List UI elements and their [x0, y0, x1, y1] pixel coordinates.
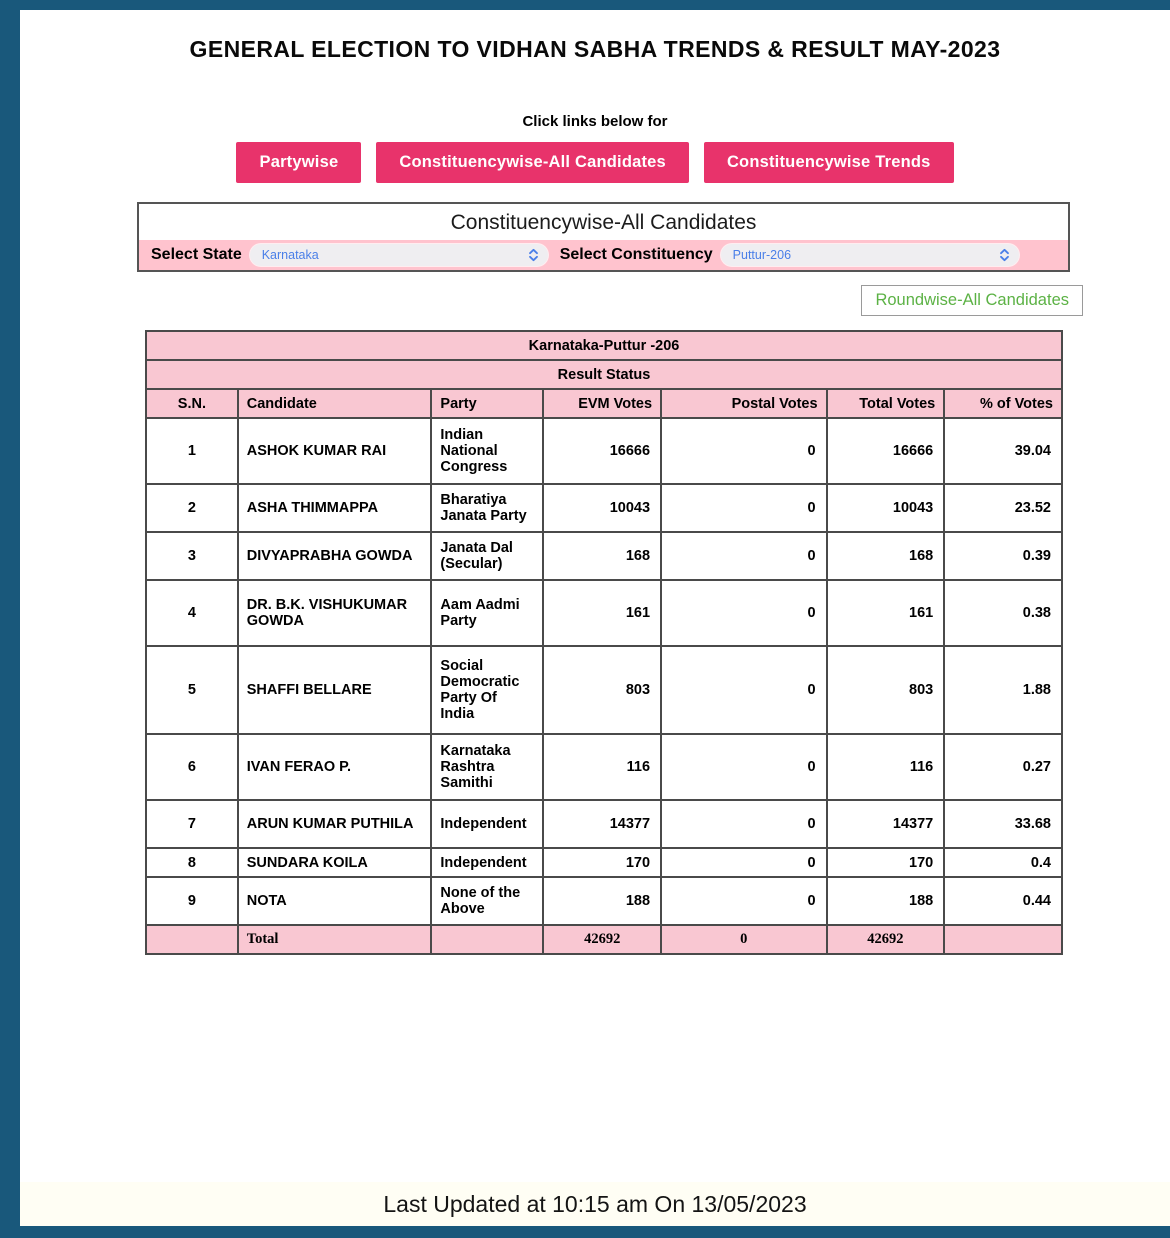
- cell-evm-votes: 803: [543, 646, 661, 734]
- header-postal-votes: Postal Votes: [661, 389, 826, 418]
- header-party: Party: [431, 389, 543, 418]
- candidate-row: [146, 484, 1062, 532]
- cell-party: Social Democratic Party Of India: [431, 646, 543, 734]
- cell-sn: 4: [146, 580, 238, 646]
- select-chevrons-icon: [999, 248, 1010, 262]
- cell-party: Karnataka Rashtra Samithi: [431, 734, 543, 800]
- cell-pct-votes: 23.52: [944, 484, 1062, 532]
- header-sn: S.N.: [146, 389, 238, 418]
- cell-candidate: ASHA THIMMAPPA: [238, 484, 432, 532]
- constituency-select[interactable]: [721, 244, 1019, 266]
- cell-evm-votes: 188: [543, 877, 661, 925]
- header-candidate: Candidate: [238, 389, 432, 418]
- cell-candidate: IVAN FERAO P.: [238, 734, 432, 800]
- cell-candidate: SUNDARA KOILA: [238, 848, 432, 877]
- candidate-row: [146, 532, 1062, 580]
- cell-evm-votes: 170: [543, 848, 661, 877]
- cell-candidate: DR. B.K. VISHUKUMAR GOWDA: [238, 580, 432, 646]
- select-state-label: Select State: [151, 246, 242, 263]
- last-updated-text: Last Updated at 10:15 am On 13/05/2023: [20, 1182, 1170, 1226]
- cell-sn: 3: [146, 532, 238, 580]
- state-select-value: Karnataka: [261, 248, 319, 262]
- candidate-row: [146, 877, 1062, 925]
- cell-evm-votes: 16666: [543, 418, 661, 484]
- candidate-row: [146, 800, 1062, 848]
- cell-party: Bharatiya Janata Party: [431, 484, 543, 532]
- candidate-row: [146, 848, 1062, 877]
- cell-party: Independent: [431, 848, 543, 877]
- cell-total-votes: 168: [827, 532, 945, 580]
- constituencywise-trends-button[interactable]: Constituencywise Trends: [704, 142, 954, 183]
- header-evm-votes: EVM Votes: [543, 389, 661, 418]
- cell-postal-votes: 0: [661, 877, 826, 925]
- cell-pct-votes: 33.68: [944, 800, 1062, 848]
- cell-pct-votes: 0.39: [944, 532, 1062, 580]
- cell-candidate: DIVYAPRABHA GOWDA: [238, 532, 432, 580]
- cell-postal-votes: 0: [661, 418, 826, 484]
- cell-evm-votes: 14377: [543, 800, 661, 848]
- constituency-select-value: Puttur-206: [732, 248, 792, 262]
- page-title: GENERAL ELECTION TO VIDHAN SABHA TRENDS & RESULT MAY-2023: [189, 36, 1001, 62]
- constituencywise-all-candidates-button[interactable]: Constituencywise-All Candidates: [376, 142, 689, 183]
- cell-sn: 9: [146, 877, 238, 925]
- table-subcaption: Result Status: [146, 360, 1062, 389]
- cell-candidate: ARUN KUMAR PUTHILA: [238, 800, 432, 848]
- cell-pct-votes: 0.44: [944, 877, 1062, 925]
- roundwise-row: [145, 285, 1083, 316]
- cell-total-votes: 10043: [827, 484, 945, 532]
- select-constituency-label: Select Constituency: [559, 246, 713, 263]
- page-content: [20, 10, 1170, 1226]
- cell-postal-votes: 0: [661, 580, 826, 646]
- table-body: [146, 418, 1062, 925]
- cell-pct-votes: 39.04: [944, 418, 1062, 484]
- table-header-row: [146, 389, 1062, 418]
- select-chevrons-icon: [528, 248, 539, 262]
- constituency-panel: [137, 202, 1070, 272]
- cell-party: Indian National Congress: [431, 418, 543, 484]
- cell-sn: 5: [146, 646, 238, 734]
- state-select[interactable]: [250, 244, 548, 266]
- frame-left-bar: [0, 0, 20, 1238]
- candidate-row: [146, 580, 1062, 646]
- cell-evm-votes: 168: [543, 532, 661, 580]
- cell-total-votes: 161: [827, 580, 945, 646]
- cell-postal-votes: 0: [661, 646, 826, 734]
- frame-bottom-bar: [0, 1226, 1170, 1238]
- total-label: Total: [238, 925, 432, 954]
- table-subcaption-row: [146, 360, 1062, 389]
- cell-pct-votes: 0.4: [944, 848, 1062, 877]
- cell-candidate: ASHOK KUMAR RAI: [238, 418, 432, 484]
- table-caption-row: [146, 331, 1062, 360]
- cell-total-votes: 14377: [827, 800, 945, 848]
- cell-party: Janata Dal (Secular): [431, 532, 543, 580]
- cell-total-votes: 188: [827, 877, 945, 925]
- table-caption: Karnataka-Puttur -206: [146, 331, 1062, 360]
- cell-party: Aam Aadmi Party: [431, 580, 543, 646]
- candidate-row: [146, 646, 1062, 734]
- cell-postal-votes: 0: [661, 484, 826, 532]
- cell-sn: 2: [146, 484, 238, 532]
- candidate-row: [146, 734, 1062, 800]
- cell-postal-votes: 0: [661, 734, 826, 800]
- panel-title: Constituencywise-All Candidates: [450, 211, 757, 234]
- links-caption: Click links below for: [522, 113, 668, 130]
- cell-total-votes: 16666: [827, 418, 945, 484]
- cell-sn: 6: [146, 734, 238, 800]
- cell-sn: 1: [146, 418, 238, 484]
- frame-top-bar: [0, 0, 1170, 10]
- cell-evm-votes: 116: [543, 734, 661, 800]
- cell-candidate: NOTA: [238, 877, 432, 925]
- cell-candidate: SHAFFI BELLARE: [238, 646, 432, 734]
- cell-evm-votes: 10043: [543, 484, 661, 532]
- cell-postal-votes: 0: [661, 800, 826, 848]
- partywise-button[interactable]: Partywise: [236, 142, 361, 183]
- cell-total-votes: 803: [827, 646, 945, 734]
- total-evm-votes: 42692: [543, 925, 661, 954]
- header-total-votes: Total Votes: [827, 389, 945, 418]
- cell-total-votes: 116: [827, 734, 945, 800]
- cell-party: Independent: [431, 800, 543, 848]
- cell-total-votes: 170: [827, 848, 945, 877]
- total-total-votes: 42692: [827, 925, 945, 954]
- cell-postal-votes: 0: [661, 848, 826, 877]
- total-empty-sn: [146, 925, 238, 954]
- nav-buttons: [20, 142, 1170, 183]
- candidate-row: [146, 418, 1062, 484]
- total-empty-pct: [944, 925, 1062, 954]
- cell-pct-votes: 0.38: [944, 580, 1062, 646]
- results-table: [145, 330, 1063, 955]
- cell-party: None of the Above: [431, 877, 543, 925]
- cell-pct-votes: 1.88: [944, 646, 1062, 734]
- cell-evm-votes: 161: [543, 580, 661, 646]
- total-postal-votes: 0: [661, 925, 826, 954]
- total-empty-party: [431, 925, 543, 954]
- cell-postal-votes: 0: [661, 532, 826, 580]
- cell-sn: 8: [146, 848, 238, 877]
- header-pct-votes: % of Votes: [944, 389, 1062, 418]
- total-row: [146, 925, 1062, 954]
- cell-sn: 7: [146, 800, 238, 848]
- select-bar: [139, 240, 1068, 270]
- roundwise-all-candidates-link[interactable]: Roundwise-All Candidates: [861, 285, 1083, 316]
- cell-pct-votes: 0.27: [944, 734, 1062, 800]
